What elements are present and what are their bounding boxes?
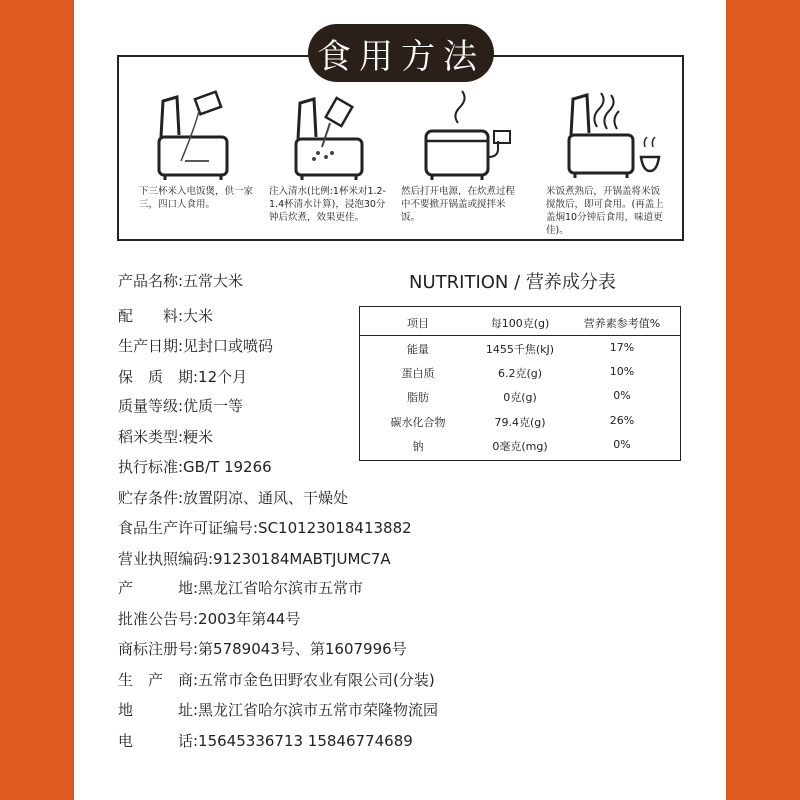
nutrition-row-protein-value: 6.2克(g) (497, 367, 543, 380)
info-quality-grade: 质量等级:优质一等 (118, 397, 244, 415)
nutrition-row-carbs-name: 碳水化合物 (390, 416, 446, 429)
nutrition-header-per100g: 每100克(g) (490, 317, 550, 330)
info-license-number: 食品生产许可证编号:SC10123018413882 (118, 519, 412, 537)
usage-title: 食用方法 (308, 24, 494, 82)
info-ingredients: 配 料:大米 (118, 307, 214, 325)
info-origin: 产 地:黑龙江省哈尔滨市五常市 (118, 579, 364, 597)
nutrition-header-nrv: 营养素参考值% (583, 317, 661, 330)
nutrition-row-fat-value: 0克(g) (503, 391, 537, 404)
info-storage: 贮存条件:放置阴凉、通风、干燥处 (118, 489, 349, 507)
nutrition-header-item: 项目 (407, 317, 429, 330)
step-1-text: 下三杯米入电饭煲，供一家三，四口人食用。 (139, 186, 254, 210)
rice-cooker-add-water-icon (274, 87, 394, 183)
nutrition-row-carbs-value: 79.4克(g) (494, 416, 546, 429)
rice-cooker-steam-bowl-icon (549, 87, 669, 183)
info-rice-type: 稻米类型:粳米 (118, 428, 214, 446)
step-3-text: 然后打开电源，在炊煮过程中不要掀开锅盖或搅拌米饭。 (401, 186, 516, 223)
nutrition-row-fat-name: 脂肪 (407, 391, 429, 404)
rice-cooker-plug-icon (412, 87, 532, 183)
nutrition-row-energy-value: 1455千焦(kJ) (485, 343, 555, 356)
info-phone: 电 话:15645336713 15846774689 (118, 732, 413, 750)
nutrition-row-sodium-value: 0毫克(mg) (492, 440, 548, 453)
nutrition-row-fat-nrv: 0% (613, 389, 631, 402)
info-trademark: 商标注册号:第5789043号、第1607996号 (118, 640, 407, 658)
step-4-text: 米饭煮熟后，开锅盖将米饭搅散后，即可食用。(再盖上盖焖10分钟后食用，味道更佳)。 (546, 186, 664, 236)
info-address: 地 址:黑龙江省哈尔滨市五常市荣隆物流园 (118, 701, 439, 719)
nutrition-table (359, 306, 681, 461)
info-production-date: 生产日期:见封口或喷码 (118, 337, 274, 355)
step-2 (274, 87, 404, 183)
nutrition-title: NUTRITION / 营养成分表 (409, 272, 616, 293)
info-standard: 执行标准:GB/T 19266 (118, 458, 272, 476)
nutrition-row-energy-name: 能量 (407, 343, 429, 356)
step-2-text: 注入清水(比例:1杯米对1.2-1.4杯清水计算)，浸泡30分钟后炊煮，效果更佳。 (269, 186, 386, 223)
step-4 (549, 87, 679, 183)
nutrition-row-sodium-nrv: 0% (613, 438, 631, 451)
info-business-license: 营业执照编码:91230184MABTJUMC7A (118, 550, 391, 568)
info-shelf-life: 保 质 期:12个月 (118, 368, 248, 386)
nutrition-row-energy-nrv: 17% (609, 341, 635, 354)
nutrition-row-protein-name: 蛋白质 (401, 367, 435, 380)
info-manufacturer: 生 产 商:五常市金色田野农业有限公司(分装) (118, 671, 435, 689)
usage-steps-box (117, 55, 684, 241)
info-product-name: 产品名称:五常大米 (118, 272, 244, 290)
nutrition-row-carbs-nrv: 26% (609, 414, 635, 427)
step-1 (137, 87, 267, 183)
step-3 (412, 87, 542, 183)
nutrition-row-sodium-name: 钠 (412, 440, 424, 453)
info-approval-notice: 批准公告号:2003年第44号 (118, 610, 301, 628)
nutrition-header-divider (360, 335, 680, 336)
rice-cooker-pour-rice-icon (137, 87, 257, 183)
nutrition-row-protein-nrv: 10% (609, 365, 635, 378)
